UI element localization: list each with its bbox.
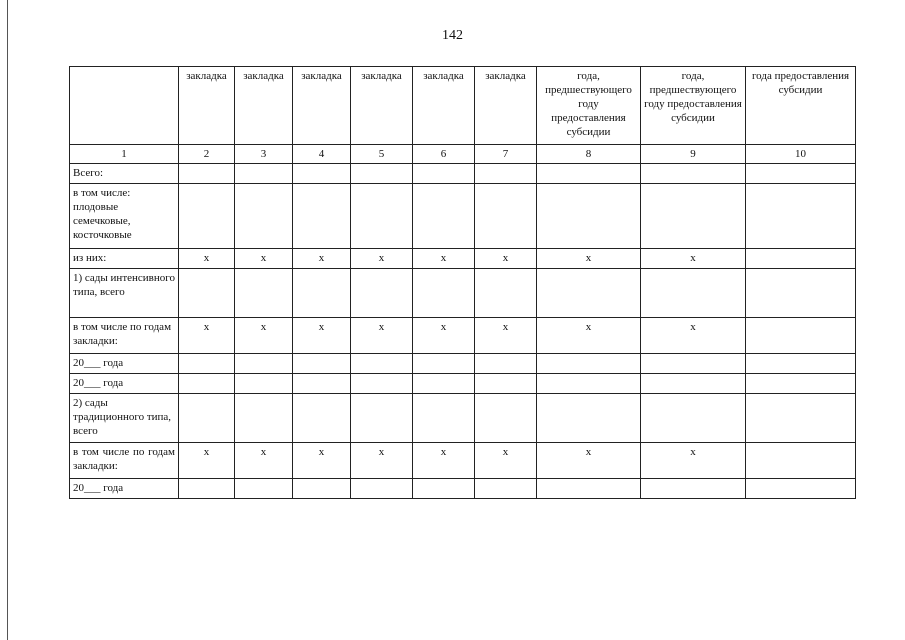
header-cell: года, предшествующего году предоставления субсидии	[641, 67, 746, 145]
table-header-row	[70, 67, 856, 145]
row-label: из них:	[70, 249, 179, 269]
table-cell	[235, 164, 293, 184]
table-cell	[351, 269, 413, 318]
table-cell: x	[641, 249, 746, 269]
column-number-row	[70, 145, 856, 164]
column-number: 10	[746, 145, 856, 164]
table-cell	[351, 164, 413, 184]
table-cell: x	[179, 249, 235, 269]
table-cell: x	[641, 443, 746, 479]
table-cell: x	[293, 318, 351, 354]
table-cell	[413, 354, 475, 374]
table-cell	[746, 443, 856, 479]
table-cell	[235, 394, 293, 443]
table-cell	[746, 184, 856, 249]
row-label: 1) сады интенсивного типа, всего	[70, 269, 179, 318]
table-cell	[475, 269, 537, 318]
header-cell: года предоставления субсидии	[746, 67, 856, 145]
table-cell	[537, 394, 641, 443]
table-cell: x	[235, 443, 293, 479]
table-row-year	[70, 354, 856, 374]
table-cell: x	[475, 318, 537, 354]
table-cell	[293, 479, 351, 499]
table-row-year	[70, 374, 856, 394]
table-cell	[641, 354, 746, 374]
table-cell: x	[235, 318, 293, 354]
table-cell	[351, 184, 413, 249]
row-label: Всего:	[70, 164, 179, 184]
subsidy-table	[69, 66, 856, 499]
table-cell: x	[475, 443, 537, 479]
table-cell	[641, 269, 746, 318]
page-number: 142	[442, 28, 463, 43]
table-row-fruit	[70, 184, 856, 249]
table-cell	[475, 374, 537, 394]
table-cell	[293, 269, 351, 318]
table-cell	[537, 354, 641, 374]
row-label: 2) сады традиционного типа, всего	[70, 394, 179, 443]
table-cell	[746, 249, 856, 269]
header-cell: закладка	[179, 67, 235, 145]
table-cell	[537, 164, 641, 184]
table-row-of-them	[70, 249, 856, 269]
column-number: 8	[537, 145, 641, 164]
table-cell: x	[413, 443, 475, 479]
table-cell: x	[537, 443, 641, 479]
table-cell	[537, 374, 641, 394]
table-cell: x	[293, 443, 351, 479]
table-cell	[641, 374, 746, 394]
table-cell	[293, 354, 351, 374]
table-cell: x	[179, 443, 235, 479]
table-cell	[413, 269, 475, 318]
header-cell	[70, 67, 179, 145]
header-cell: закладка	[235, 67, 293, 145]
table-row-traditional	[70, 394, 856, 443]
header-cell: года, предшествующего году предоставления субсидии	[537, 67, 641, 145]
table-cell: x	[351, 249, 413, 269]
table-cell	[537, 269, 641, 318]
table-cell: x	[537, 318, 641, 354]
row-label: 20___ года	[70, 374, 179, 394]
table-row-total	[70, 164, 856, 184]
table-row-year	[70, 479, 856, 499]
table-cell	[179, 374, 235, 394]
table-cell	[475, 394, 537, 443]
table-cell	[746, 354, 856, 374]
header-cell: закладка	[475, 67, 537, 145]
table-cell	[179, 184, 235, 249]
table-cell: x	[537, 249, 641, 269]
table-cell	[746, 374, 856, 394]
column-number: 9	[641, 145, 746, 164]
table-row-by-year	[70, 318, 856, 354]
header-cell: закладка	[351, 67, 413, 145]
page-margin-line	[7, 0, 8, 640]
table-cell	[235, 184, 293, 249]
column-number: 1	[70, 145, 179, 164]
table-cell	[413, 394, 475, 443]
table-cell	[641, 184, 746, 249]
table-cell	[746, 318, 856, 354]
column-number: 6	[413, 145, 475, 164]
table-cell	[641, 164, 746, 184]
table-cell	[475, 479, 537, 499]
table-cell	[179, 479, 235, 499]
table-cell: x	[179, 318, 235, 354]
table-cell	[475, 164, 537, 184]
table-cell	[746, 479, 856, 499]
row-label: в том числе: плодовые семечковые, косточковые	[70, 184, 179, 249]
table-cell	[746, 269, 856, 318]
table-cell: x	[641, 318, 746, 354]
table-cell	[293, 374, 351, 394]
header-cell: закладка	[293, 67, 351, 145]
column-number: 2	[179, 145, 235, 164]
table-cell	[293, 394, 351, 443]
column-number: 7	[475, 145, 537, 164]
table-cell	[351, 354, 413, 374]
column-number: 4	[293, 145, 351, 164]
table-cell	[179, 269, 235, 318]
table-cell: x	[351, 443, 413, 479]
table-cell	[413, 184, 475, 249]
table-cell	[235, 374, 293, 394]
table-cell	[641, 394, 746, 443]
table-cell: x	[413, 318, 475, 354]
table-cell	[351, 479, 413, 499]
table-cell: x	[293, 249, 351, 269]
row-label: 20___ года	[70, 354, 179, 374]
table-cell	[746, 394, 856, 443]
column-number: 5	[351, 145, 413, 164]
table-cell: x	[475, 249, 537, 269]
table-cell	[235, 479, 293, 499]
table-cell	[537, 479, 641, 499]
table-cell	[235, 354, 293, 374]
table-cell	[413, 479, 475, 499]
row-label: 20___ года	[70, 479, 179, 499]
table-cell	[413, 164, 475, 184]
table-cell	[293, 184, 351, 249]
row-label: в том числе по годам закладки:	[70, 318, 179, 354]
table-cell	[746, 164, 856, 184]
table-cell	[351, 374, 413, 394]
row-label: в том числе по годам закладки:	[70, 443, 179, 479]
table-cell	[641, 479, 746, 499]
table-cell	[475, 184, 537, 249]
table-cell	[413, 374, 475, 394]
column-number: 3	[235, 145, 293, 164]
table-cell	[179, 394, 235, 443]
table-cell	[179, 354, 235, 374]
table-cell	[475, 354, 537, 374]
table-cell	[179, 164, 235, 184]
header-cell: закладка	[413, 67, 475, 145]
table-cell: x	[351, 318, 413, 354]
table-cell	[537, 184, 641, 249]
table-cell	[235, 269, 293, 318]
table-row-intensive	[70, 269, 856, 318]
table-cell	[293, 164, 351, 184]
table-row-by-year	[70, 443, 856, 479]
table-cell	[351, 394, 413, 443]
table-cell: x	[413, 249, 475, 269]
table-cell: x	[235, 249, 293, 269]
